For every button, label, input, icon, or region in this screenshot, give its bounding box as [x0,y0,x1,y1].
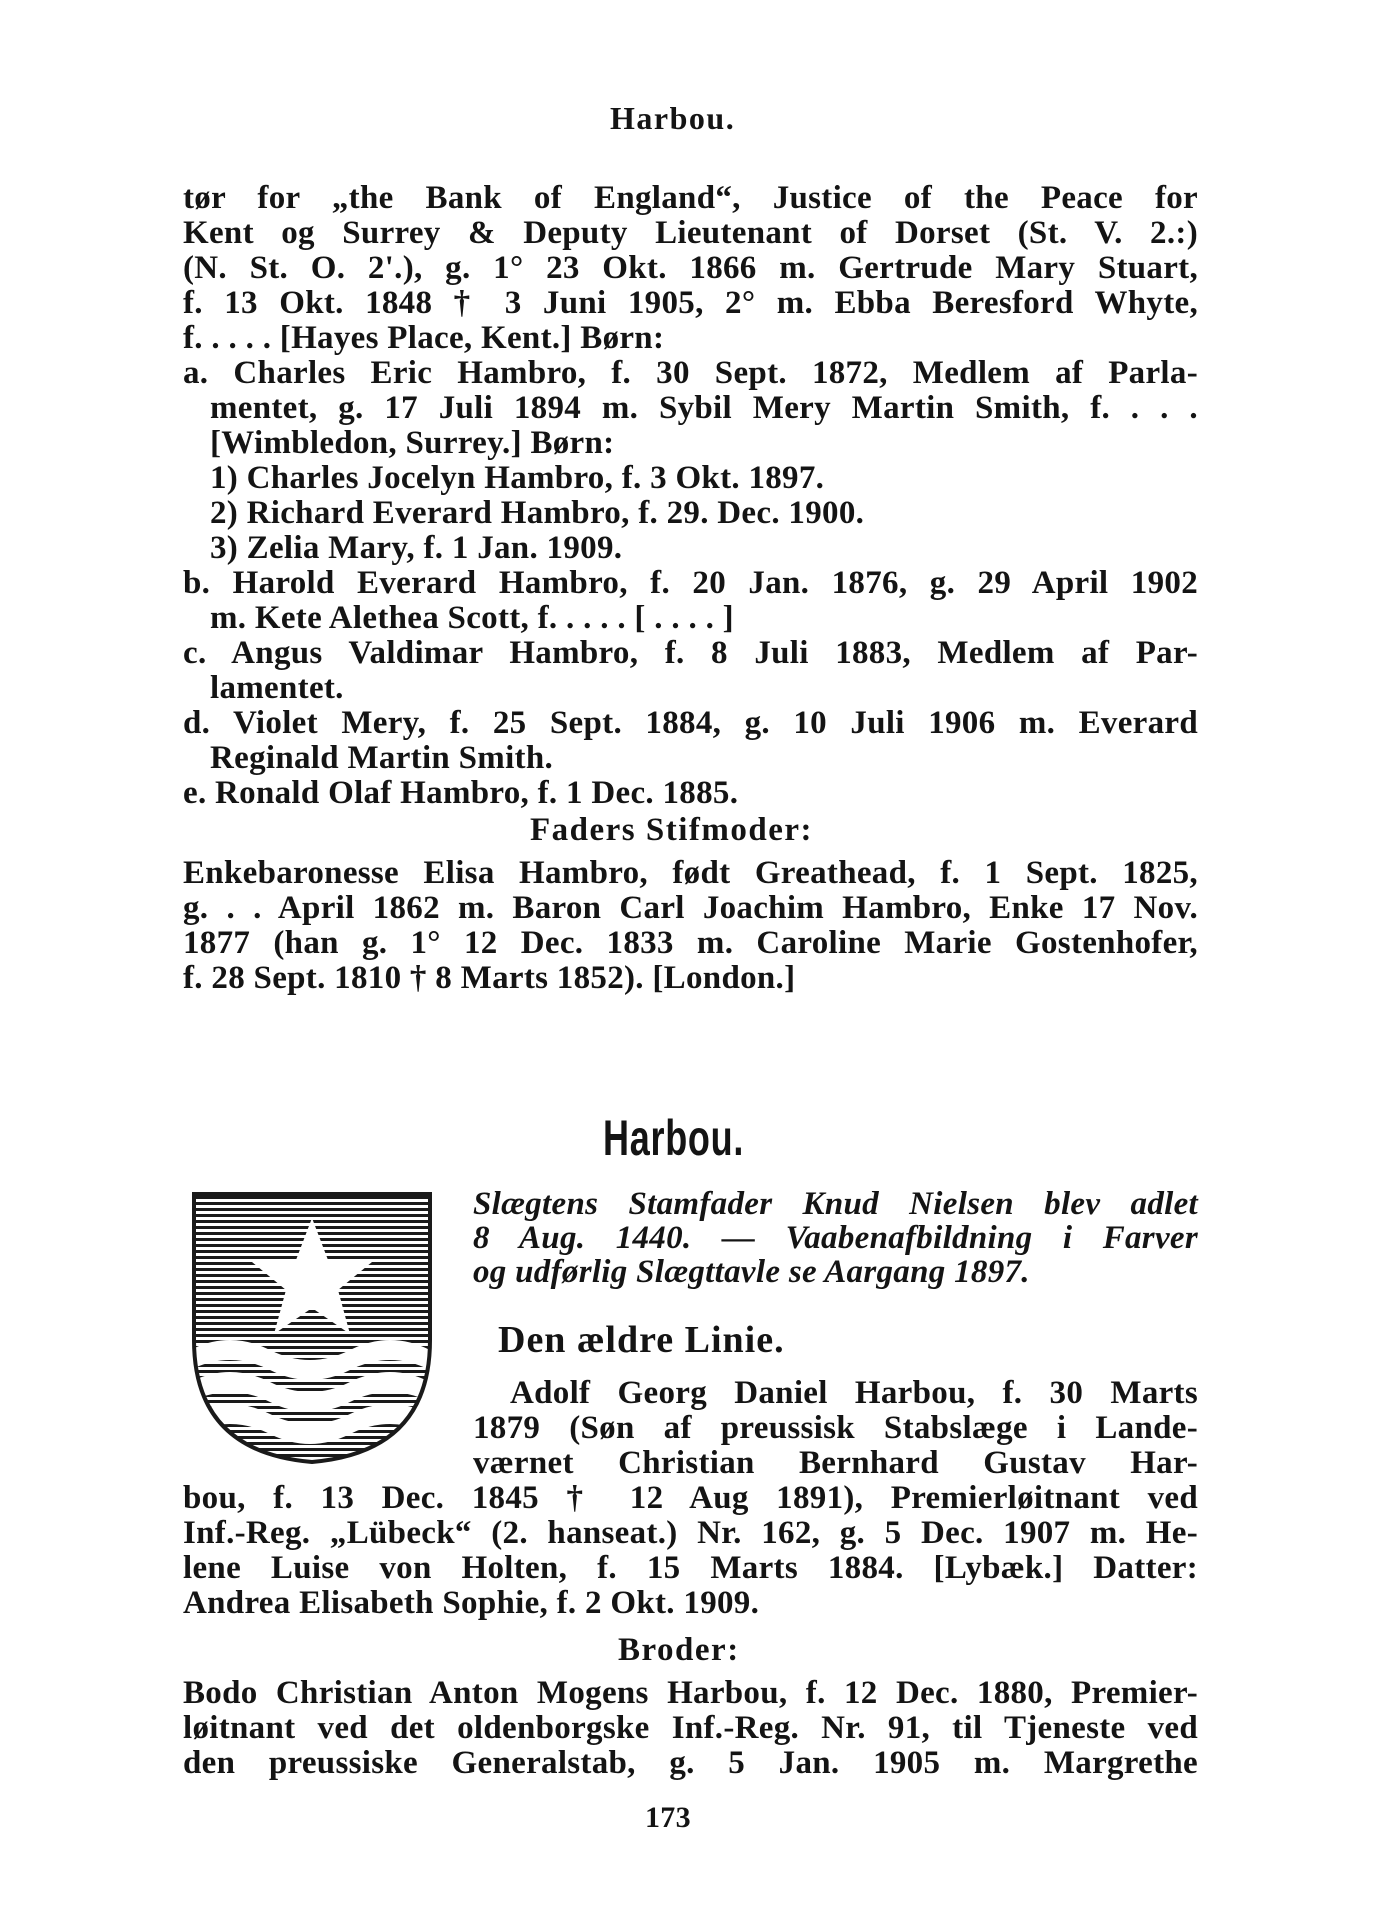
intro-line: og udførlig Slægttavle se Aargang 1897. [473,1254,1030,1290]
text-line: værnet Christian Bernhard Gustav Har- [473,1445,1198,1481]
text-line: Inf.-Reg. „Lübeck“ (2. hanseat.) Nr. 162, g. 5 Dec. 1907 m. He- [183,1515,1198,1551]
text-line: Reginald Martin Smith. [210,740,554,776]
text-line: 1879 (Søn af preussisk Stabslæge i Lande- [473,1410,1198,1446]
section-title: Harbou. [603,1110,745,1166]
text-line: løitnant ved det oldenborgske Inf.-Reg. Nr. 91, til Tjeneste ved [183,1710,1198,1746]
text-line: tør for „the Bank of England“, Justice of the Peace for [183,180,1198,216]
grandchild-entry: 3) Zelia Mary, f. 1 Jan. 1909. [210,530,623,566]
child-entry: c. Angus Valdimar Hambro, f. 8 Juli 1883, Medlem af Par- [183,635,1198,671]
coat-of-arms-icon [190,1190,434,1466]
text-line: g. . . April 1862 m. Baron Carl Joachim Hambro, Enke 17 Nov. [183,890,1198,926]
text-line: [Wimbledon, Surrey.] Børn: [210,425,615,461]
child-entry: b. Harold Everard Hambro, f. 20 Jan. 1876, g. 29 April 1902 [183,565,1198,601]
text-line: f. 28 Sept. 1810 † 8 Marts 1852). [London.] [183,960,796,996]
text-line: 1877 (han g. 1° 12 Dec. 1833 m. Caroline Marie Gostenhofer, [183,925,1198,961]
intro-line: 8 Aug. 1440. — Vaabenafbildning i Farver [473,1220,1198,1256]
text-line: Adolf Georg Daniel Harbou, f. 30 Marts [510,1375,1198,1411]
text-line: Kent og Surrey & Deputy Lieutenant of Dorset (St. V. 2.:) [183,215,1198,251]
text-line: bou, f. 13 Dec. 1845 † 12 Aug 1891), Premierløitnant ved [183,1480,1198,1516]
text-line: f. . . . . [Hayes Place, Kent.] Børn: [183,320,665,356]
child-entry: a. Charles Eric Hambro, f. 30 Sept. 1872, Medlem af Parla- [183,355,1198,391]
grandchild-entry: 1) Charles Jocelyn Hambro, f. 3 Okt. 1897. [210,460,825,496]
text-line: m. Kete Alethea Scott, f. . . . . [ . . . . ] [210,600,734,636]
child-entry: d. Violet Mery, f. 25 Sept. 1884, g. 10 Juli 1906 m. Everard [183,705,1198,741]
text-line: mentet, g. 17 Juli 1894 m. Sybil Mery Martin Smith, f. . . . [210,390,1198,426]
child-entry: e. Ronald Olaf Hambro, f. 1 Dec. 1885. [183,775,739,811]
text-line: f. 13 Okt. 1848 † 3 Juni 1905, 2° m. Ebba Beresford Whyte, [183,285,1198,321]
text-line: lamentet. [210,670,344,706]
page-number: 173 [645,1801,691,1834]
broder-heading: Broder: [618,1632,740,1668]
faders-heading: Faders Stifmoder: [530,812,814,848]
text-line: Enkebaronesse Elisa Hambro, født Greathead, f. 1 Sept. 1825, [183,855,1198,891]
running-head: Harbou. [610,100,736,136]
intro-line: Slægtens Stamfader Knud Nielsen blev adlet [473,1186,1198,1222]
text-line: lene Luise von Holten, f. 15 Marts 1884. [Lybæk.] Datter: [183,1550,1198,1586]
linie-heading: Den ældre Linie. [498,1319,785,1361]
text-line: Bodo Christian Anton Mogens Harbou, f. 12 Dec. 1880, Premier- [183,1675,1198,1711]
grandchild-entry: 2) Richard Everard Hambro, f. 29. Dec. 1900. [210,495,865,531]
text-line: (N. St. O. 2'.), g. 1° 23 Okt. 1866 m. Gertrude Mary Stuart, [183,250,1198,286]
text-line: Andrea Elisabeth Sophie, f. 2 Okt. 1909. [183,1585,760,1621]
text-line: den preussiske Generalstab, g. 5 Jan. 1905 m. Margrethe [183,1745,1198,1781]
